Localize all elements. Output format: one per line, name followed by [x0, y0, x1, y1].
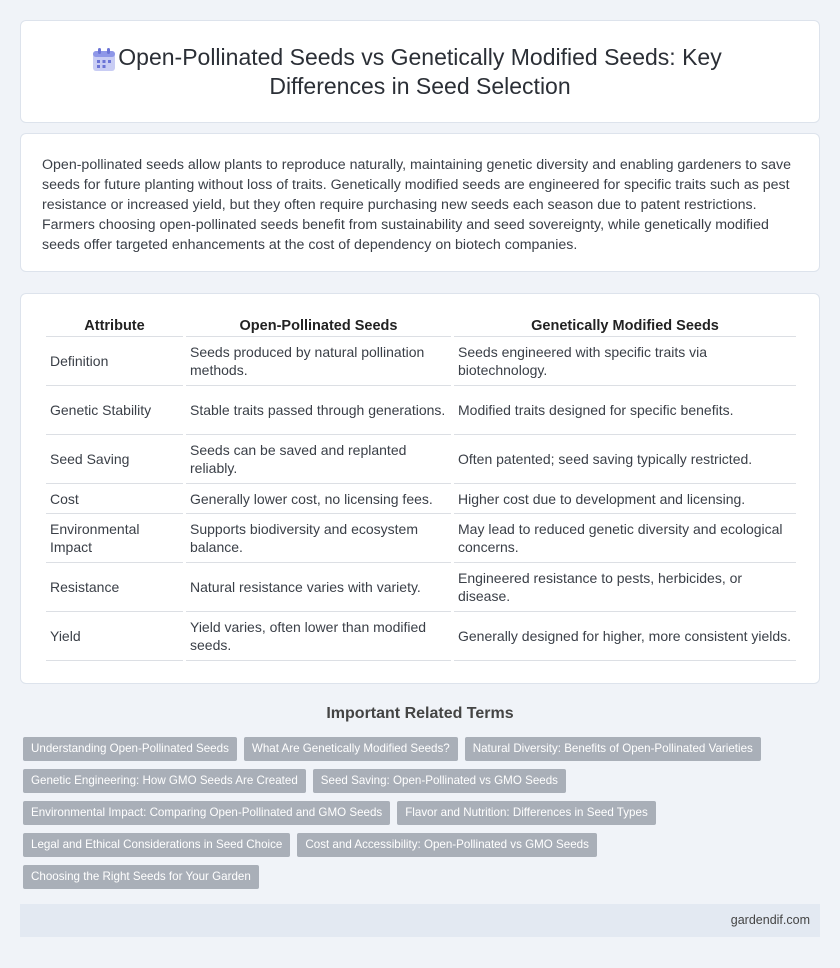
- column-header: Genetically Modified Seeds: [454, 316, 796, 337]
- related-terms-heading: Important Related Terms: [326, 705, 514, 722]
- table-cell: Environmental Impact: [46, 514, 183, 563]
- related-term-tag[interactable]: Seed Saving: Open-Pollinated vs GMO Seeds: [313, 769, 566, 793]
- intro-paragraph: Open-pollinated seeds allow plants to reproduce naturally, maintaining genetic diversity and enabling gardeners to save seeds for future planting without loss of traits. Genetically modified seeds are engineered for specific traits such as pest resistance or increased yield, but they often require purchasing new seeds each season due to patent restrictions. Farmers choosing open-pollinated seeds benefit from sustainability and seed sovereignty, while genetically modified seeds offer targeted enhancements at the cost of dependency on biotech companies.: [42, 157, 791, 253]
- column-header: Attribute: [46, 316, 183, 337]
- header-card: [20, 20, 820, 123]
- table-row: [46, 386, 796, 435]
- related-term-tag[interactable]: Cost and Accessibility: Open-Pollinated vs GMO Seeds: [297, 833, 597, 857]
- table-cell: Supports biodiversity and ecosystem balance.: [186, 514, 451, 563]
- related-term-tag[interactable]: What Are Genetically Modified Seeds?: [244, 737, 458, 761]
- comparison-table: [43, 316, 799, 661]
- table-cell: Stable traits passed through generations.: [186, 386, 451, 435]
- table-row: [46, 514, 796, 563]
- comparison-table-card: [20, 293, 820, 684]
- table-cell: Seeds produced by natural pollination methods.: [186, 337, 451, 386]
- table-cell: Cost: [46, 484, 183, 514]
- table-cell: Generally designed for higher, more consistent yields.: [454, 612, 796, 661]
- table-cell: Yield: [46, 612, 183, 661]
- table-cell: Generally lower cost, no licensing fees.: [186, 484, 451, 514]
- related-term-tag[interactable]: Understanding Open-Pollinated Seeds: [23, 737, 237, 761]
- table-cell: Seeds can be saved and replanted reliably.: [186, 435, 451, 484]
- table-cell: Seed Saving: [46, 435, 183, 484]
- table-cell: Engineered resistance to pests, herbicides, or disease.: [454, 563, 796, 612]
- table-cell: Natural resistance varies with variety.: [186, 563, 451, 612]
- related-term-tag[interactable]: Natural Diversity: Benefits of Open-Pollinated Varieties: [465, 737, 761, 761]
- related-terms-list: [23, 737, 803, 897]
- table-row: [46, 563, 796, 612]
- table-header-row: [46, 316, 796, 337]
- related-term-tag[interactable]: Legal and Ethical Considerations in Seed Choice: [23, 833, 290, 857]
- column-header: Open-Pollinated Seeds: [186, 316, 451, 337]
- table-cell: Resistance: [46, 563, 183, 612]
- table-row: [46, 612, 796, 661]
- table-cell: Often patented; seed saving typically restricted.: [454, 435, 796, 484]
- page-title: Open-Pollinated Seeds vs Genetically Modified Seeds: Key Differences in Seed Selection: [118, 44, 722, 99]
- related-term-tag[interactable]: Flavor and Nutrition: Differences in Seed Types: [397, 801, 656, 825]
- table-cell: Definition: [46, 337, 183, 386]
- related-term-tag[interactable]: Environmental Impact: Comparing Open-Pollinated and GMO Seeds: [23, 801, 390, 825]
- table-cell: Genetic Stability: [46, 386, 183, 435]
- table-row: [46, 484, 796, 514]
- table-row: [46, 337, 796, 386]
- table-row: [46, 435, 796, 484]
- table-cell: Seeds engineered with specific traits via biotechnology.: [454, 337, 796, 386]
- table-cell: May lead to reduced genetic diversity and ecological concerns.: [454, 514, 796, 563]
- table-cell: Modified traits designed for specific benefits.: [454, 386, 796, 435]
- intro-card: [20, 133, 820, 272]
- footer-bar: [20, 904, 820, 937]
- table-cell: Yield varies, often lower than modified seeds.: [186, 612, 451, 661]
- related-term-tag[interactable]: Genetic Engineering: How GMO Seeds Are Created: [23, 769, 306, 793]
- site-name[interactable]: gardendif.com: [730, 913, 810, 927]
- table-cell: Higher cost due to development and licensing.: [454, 484, 796, 514]
- related-term-tag[interactable]: Choosing the Right Seeds for Your Garden: [23, 865, 259, 889]
